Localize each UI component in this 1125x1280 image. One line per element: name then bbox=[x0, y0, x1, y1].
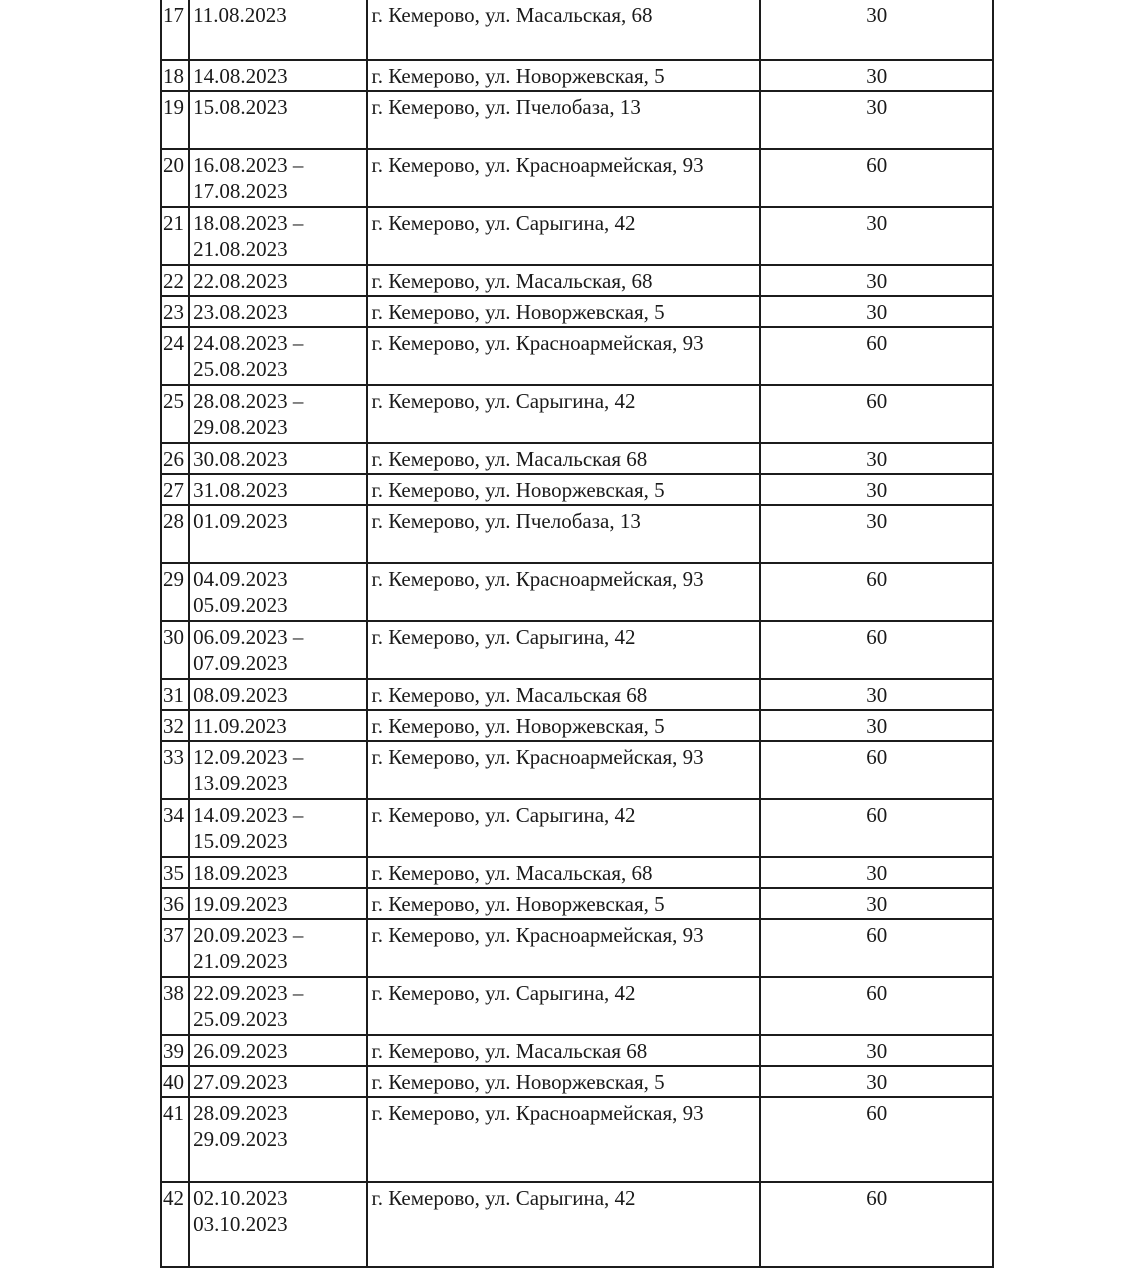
address-cell bbox=[367, 799, 760, 857]
date-line: 04.09.2023 bbox=[193, 567, 288, 591]
table-row bbox=[161, 296, 993, 327]
date-line: 21.08.2023 bbox=[193, 237, 288, 261]
address-cell bbox=[367, 443, 760, 474]
address-cell bbox=[367, 60, 760, 91]
date-line: 06.09.2023 – bbox=[193, 625, 304, 649]
row-number-cell: 28 bbox=[161, 505, 189, 563]
duration-cell: 60 bbox=[760, 149, 993, 207]
row-number-cell: 42 bbox=[161, 1182, 189, 1267]
address-cell bbox=[367, 888, 760, 919]
date-line: 15.08.2023 bbox=[193, 95, 288, 119]
date-line: 14.09.2023 – bbox=[193, 803, 304, 827]
date-line: 08.09.2023 bbox=[193, 683, 288, 707]
address-cell bbox=[367, 977, 760, 1035]
date-line: 18.08.2023 – bbox=[193, 211, 304, 235]
date-line: 27.09.2023 bbox=[193, 1070, 288, 1094]
date-line: 20.09.2023 – bbox=[193, 923, 304, 947]
row-number-cell: 39 bbox=[161, 1035, 189, 1066]
address-cell bbox=[367, 505, 760, 563]
row-number-cell: 29 bbox=[161, 563, 189, 621]
date-line: 25.08.2023 bbox=[193, 357, 288, 381]
address-cell bbox=[367, 1066, 760, 1097]
duration-cell: 60 bbox=[760, 621, 993, 679]
table-row bbox=[161, 385, 993, 443]
duration-cell: 30 bbox=[760, 1066, 993, 1097]
address-text: г. Кемерово, ул. Новоржевская, 5 bbox=[371, 1070, 665, 1094]
date-cell bbox=[189, 857, 367, 888]
date-line: 23.08.2023 bbox=[193, 300, 288, 324]
row-number-cell: 38 bbox=[161, 977, 189, 1035]
row-number-cell: 41 bbox=[161, 1097, 189, 1182]
duration-cell: 60 bbox=[760, 385, 993, 443]
table-row bbox=[161, 1182, 993, 1267]
table-row bbox=[161, 443, 993, 474]
duration-cell: 60 bbox=[760, 977, 993, 1035]
address-text: г. Кемерово, ул. Красноармейская, 93 bbox=[371, 153, 704, 177]
table-row bbox=[161, 857, 993, 888]
address-text: г. Кемерово, ул. Новоржевская, 5 bbox=[371, 300, 665, 324]
date-line: 24.08.2023 – bbox=[193, 331, 304, 355]
table-row bbox=[161, 1097, 993, 1182]
date-line: 31.08.2023 bbox=[193, 478, 288, 502]
row-number-cell: 17 bbox=[161, 0, 189, 60]
date-line: 28.08.2023 – bbox=[193, 389, 304, 413]
table-row bbox=[161, 799, 993, 857]
address-text: г. Кемерово, ул. Пчелобаза, 13 bbox=[371, 95, 641, 119]
date-cell bbox=[189, 149, 367, 207]
date-cell bbox=[189, 741, 367, 799]
duration-cell: 30 bbox=[760, 265, 993, 296]
table-row bbox=[161, 91, 993, 149]
address-text: г. Кемерово, ул. Пчелобаза, 13 bbox=[371, 509, 641, 533]
duration-cell: 30 bbox=[760, 296, 993, 327]
date-line: 12.09.2023 – bbox=[193, 745, 304, 769]
table-row bbox=[161, 207, 993, 265]
address-text: г. Кемерово, ул. Сарыгина, 42 bbox=[371, 981, 636, 1005]
address-cell bbox=[367, 91, 760, 149]
address-cell bbox=[367, 1035, 760, 1066]
row-number-cell: 30 bbox=[161, 621, 189, 679]
date-cell bbox=[189, 1035, 367, 1066]
row-number-cell: 33 bbox=[161, 741, 189, 799]
table-row bbox=[161, 919, 993, 977]
address-text: г. Кемерово, ул. Масальская 68 bbox=[371, 447, 648, 471]
date-cell bbox=[189, 621, 367, 679]
address-text: г. Кемерово, ул. Сарыгина, 42 bbox=[371, 211, 636, 235]
table-row bbox=[161, 1066, 993, 1097]
table-row bbox=[161, 1035, 993, 1066]
address-text: г. Кемерово, ул. Сарыгина, 42 bbox=[371, 389, 636, 413]
table-row bbox=[161, 149, 993, 207]
duration-cell: 30 bbox=[760, 888, 993, 919]
date-cell bbox=[189, 1066, 367, 1097]
address-text: г. Кемерово, ул. Сарыгина, 42 bbox=[371, 803, 636, 827]
date-cell bbox=[189, 710, 367, 741]
date-line: 16.08.2023 – bbox=[193, 153, 304, 177]
address-cell bbox=[367, 919, 760, 977]
date-line: 01.09.2023 bbox=[193, 509, 288, 533]
date-cell bbox=[189, 977, 367, 1035]
duration-cell: 60 bbox=[760, 741, 993, 799]
row-number-cell: 25 bbox=[161, 385, 189, 443]
address-cell bbox=[367, 679, 760, 710]
duration-cell: 30 bbox=[760, 207, 993, 265]
row-number-cell: 35 bbox=[161, 857, 189, 888]
address-text: г. Кемерово, ул. Новоржевская, 5 bbox=[371, 64, 665, 88]
duration-cell: 60 bbox=[760, 1182, 993, 1267]
address-text: г. Кемерово, ул. Красноармейская, 93 bbox=[371, 745, 704, 769]
address-text: г. Кемерово, ул. Масальская, 68 bbox=[371, 861, 653, 885]
address-text: г. Кемерово, ул. Красноармейская, 93 bbox=[371, 1101, 704, 1125]
schedule-table bbox=[160, 0, 994, 1268]
duration-cell: 30 bbox=[760, 505, 993, 563]
table-row bbox=[161, 679, 993, 710]
row-number-cell: 20 bbox=[161, 149, 189, 207]
duration-cell: 30 bbox=[760, 679, 993, 710]
date-cell bbox=[189, 60, 367, 91]
date-line: 11.08.2023 bbox=[193, 3, 287, 27]
row-number-cell: 19 bbox=[161, 91, 189, 149]
table-row bbox=[161, 888, 993, 919]
duration-cell: 30 bbox=[760, 91, 993, 149]
address-cell bbox=[367, 327, 760, 385]
duration-cell: 30 bbox=[760, 710, 993, 741]
table-row bbox=[161, 710, 993, 741]
row-number-cell: 32 bbox=[161, 710, 189, 741]
row-number-cell: 36 bbox=[161, 888, 189, 919]
address-cell bbox=[367, 857, 760, 888]
duration-cell: 60 bbox=[760, 563, 993, 621]
address-cell bbox=[367, 563, 760, 621]
date-line: 15.09.2023 bbox=[193, 829, 288, 853]
date-cell bbox=[189, 799, 367, 857]
address-cell bbox=[367, 296, 760, 327]
duration-cell: 30 bbox=[760, 0, 993, 60]
duration-cell: 30 bbox=[760, 474, 993, 505]
date-line: 17.08.2023 bbox=[193, 179, 288, 203]
table-row bbox=[161, 621, 993, 679]
address-text: г. Кемерово, ул. Масальская, 68 bbox=[371, 269, 653, 293]
duration-cell: 30 bbox=[760, 60, 993, 91]
date-line: 22.09.2023 – bbox=[193, 981, 304, 1005]
address-cell bbox=[367, 385, 760, 443]
date-line: 30.08.2023 bbox=[193, 447, 288, 471]
address-cell bbox=[367, 1097, 760, 1182]
date-cell bbox=[189, 919, 367, 977]
date-line: 11.09.2023 bbox=[193, 714, 287, 738]
date-cell bbox=[189, 443, 367, 474]
address-cell bbox=[367, 474, 760, 505]
date-cell bbox=[189, 265, 367, 296]
address-cell bbox=[367, 710, 760, 741]
row-number-cell: 31 bbox=[161, 679, 189, 710]
address-text: г. Кемерово, ул. Масальская 68 bbox=[371, 683, 648, 707]
address-text: г. Кемерово, ул. Красноармейская, 93 bbox=[371, 567, 704, 591]
date-cell bbox=[189, 327, 367, 385]
date-line: 07.09.2023 bbox=[193, 651, 288, 675]
date-cell bbox=[189, 1182, 367, 1267]
date-cell bbox=[189, 1097, 367, 1182]
table-row bbox=[161, 977, 993, 1035]
date-line: 29.09.2023 bbox=[193, 1127, 288, 1151]
duration-cell: 60 bbox=[760, 1097, 993, 1182]
row-number-cell: 40 bbox=[161, 1066, 189, 1097]
address-text: г. Кемерово, ул. Красноармейская, 93 bbox=[371, 923, 704, 947]
date-cell bbox=[189, 296, 367, 327]
table-row bbox=[161, 327, 993, 385]
date-line: 28.09.2023 bbox=[193, 1101, 288, 1125]
date-line: 18.09.2023 bbox=[193, 861, 288, 885]
date-line: 02.10.2023 bbox=[193, 1186, 288, 1210]
table-row bbox=[161, 0, 993, 60]
date-cell bbox=[189, 91, 367, 149]
table-row bbox=[161, 60, 993, 91]
address-cell bbox=[367, 621, 760, 679]
address-text: г. Кемерово, ул. Сарыгина, 42 bbox=[371, 625, 636, 649]
address-text: г. Кемерово, ул. Новоржевская, 5 bbox=[371, 892, 665, 916]
address-cell bbox=[367, 1182, 760, 1267]
address-text: г. Кемерово, ул. Масальская, 68 bbox=[371, 3, 653, 27]
address-cell bbox=[367, 741, 760, 799]
address-cell bbox=[367, 149, 760, 207]
date-cell bbox=[189, 474, 367, 505]
schedule-table-body bbox=[161, 0, 993, 1267]
table-row bbox=[161, 505, 993, 563]
date-line: 29.08.2023 bbox=[193, 415, 288, 439]
table-row bbox=[161, 265, 993, 296]
row-number-cell: 23 bbox=[161, 296, 189, 327]
table-row bbox=[161, 741, 993, 799]
date-cell bbox=[189, 679, 367, 710]
address-cell bbox=[367, 207, 760, 265]
row-number-cell: 21 bbox=[161, 207, 189, 265]
row-number-cell: 18 bbox=[161, 60, 189, 91]
duration-cell: 30 bbox=[760, 1035, 993, 1066]
address-text: г. Кемерово, ул. Новоржевская, 5 bbox=[371, 478, 665, 502]
date-cell bbox=[189, 207, 367, 265]
row-number-cell: 27 bbox=[161, 474, 189, 505]
date-cell bbox=[189, 0, 367, 60]
table-row bbox=[161, 563, 993, 621]
date-cell bbox=[189, 563, 367, 621]
date-line: 19.09.2023 bbox=[193, 892, 288, 916]
duration-cell: 60 bbox=[760, 799, 993, 857]
row-number-cell: 26 bbox=[161, 443, 189, 474]
date-line: 05.09.2023 bbox=[193, 593, 288, 617]
date-line: 14.08.2023 bbox=[193, 64, 288, 88]
address-text: г. Кемерово, ул. Красноармейская, 93 bbox=[371, 331, 704, 355]
duration-cell: 60 bbox=[760, 919, 993, 977]
address-text: г. Кемерово, ул. Масальская 68 bbox=[371, 1039, 648, 1063]
date-line: 22.08.2023 bbox=[193, 269, 288, 293]
address-text: г. Кемерово, ул. Сарыгина, 42 bbox=[371, 1186, 636, 1210]
row-number-cell: 37 bbox=[161, 919, 189, 977]
date-cell bbox=[189, 385, 367, 443]
row-number-cell: 24 bbox=[161, 327, 189, 385]
address-text: г. Кемерово, ул. Новоржевская, 5 bbox=[371, 714, 665, 738]
row-number-cell: 22 bbox=[161, 265, 189, 296]
date-line: 03.10.2023 bbox=[193, 1212, 288, 1236]
duration-cell: 30 bbox=[760, 857, 993, 888]
address-cell bbox=[367, 265, 760, 296]
table-row bbox=[161, 474, 993, 505]
row-number-cell: 34 bbox=[161, 799, 189, 857]
date-cell bbox=[189, 888, 367, 919]
date-line: 13.09.2023 bbox=[193, 771, 288, 795]
duration-cell: 60 bbox=[760, 327, 993, 385]
date-line: 25.09.2023 bbox=[193, 1007, 288, 1031]
duration-cell: 30 bbox=[760, 443, 993, 474]
date-line: 21.09.2023 bbox=[193, 949, 288, 973]
address-cell bbox=[367, 0, 760, 60]
date-cell bbox=[189, 505, 367, 563]
date-line: 26.09.2023 bbox=[193, 1039, 288, 1063]
